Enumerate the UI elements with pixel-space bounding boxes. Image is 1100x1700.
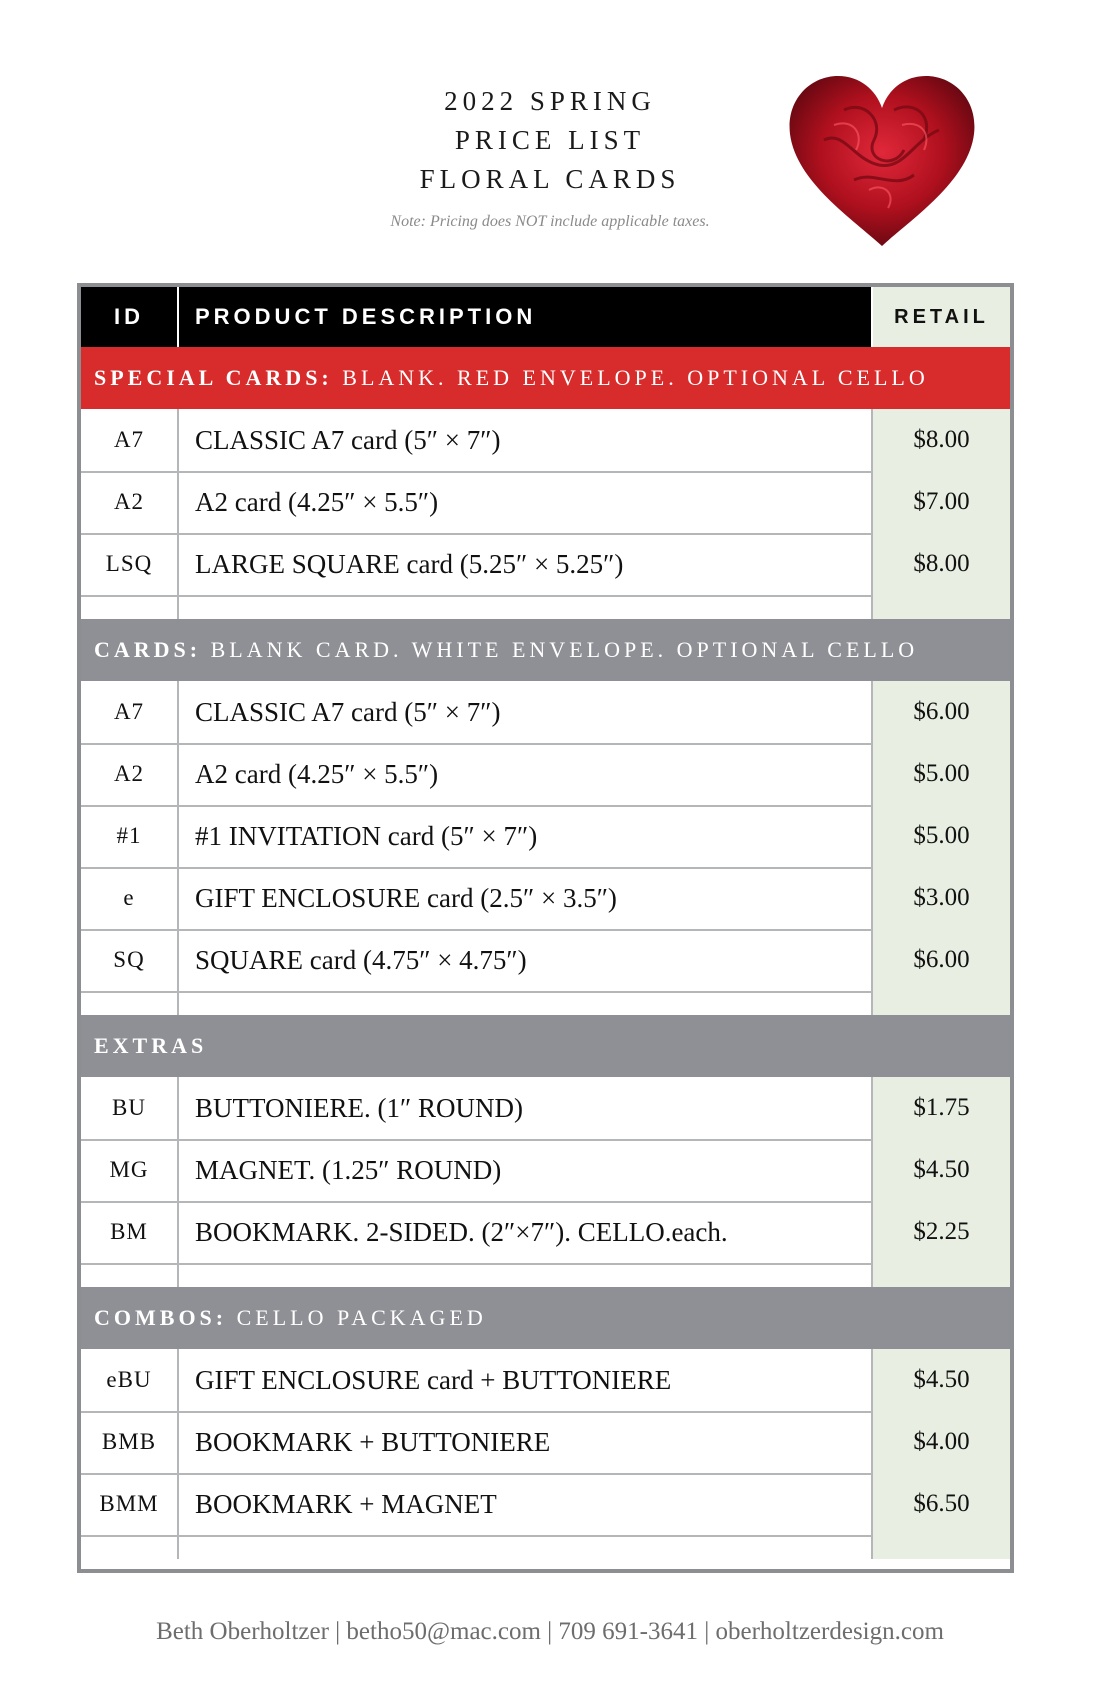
table-row [81, 533, 1010, 597]
row-price: $5.00 [873, 743, 1010, 805]
spacer-desc [179, 1263, 873, 1287]
row-description: LARGE SQUARE card (5.25″ × 5.25″) [179, 533, 873, 595]
row-id: BU [81, 1077, 179, 1139]
spacer-id [81, 991, 179, 1015]
spacer-row [81, 595, 1010, 619]
section-special-cards [81, 347, 1010, 409]
table-row [81, 867, 1010, 931]
row-price: $5.00 [873, 805, 1010, 867]
title-line-3: FLORAL CARDS [419, 164, 681, 194]
table-row [81, 1411, 1010, 1475]
header-id: ID [81, 287, 179, 347]
row-price: $7.00 [873, 471, 1010, 533]
row-id: A2 [81, 743, 179, 805]
section-title: SPECIAL CARDS: [94, 365, 333, 390]
header-description: PRODUCT DESCRIPTION [179, 287, 873, 347]
row-description: SQUARE card (4.75″ × 4.75″) [179, 929, 873, 991]
header-retail: RETAIL [873, 287, 1010, 347]
price-table [77, 283, 1014, 1573]
section-subtitle: BLANK. RED ENVELOPE. OPTIONAL CELLO [332, 365, 929, 390]
row-description: CLASSIC A7 card (5″ × 7″) [179, 409, 873, 471]
row-id: e [81, 867, 179, 929]
section-combos [81, 1287, 1010, 1349]
header [0, 0, 1100, 270]
table-row [81, 1473, 1010, 1537]
section-subtitle: BLANK CARD. WHITE ENVELOPE. OPTIONAL CELLO [201, 637, 919, 662]
row-price: $2.25 [873, 1201, 1010, 1263]
heart-icon [784, 70, 980, 250]
spacer-price [873, 595, 1010, 619]
row-id: BM [81, 1201, 179, 1263]
table-row [81, 805, 1010, 869]
spacer-price [873, 991, 1010, 1015]
row-price: $4.50 [873, 1139, 1010, 1201]
table-row [81, 743, 1010, 807]
section-title: CARDS: [94, 637, 202, 662]
row-description: BOOKMARK + MAGNET [179, 1473, 873, 1535]
row-price: $1.75 [873, 1077, 1010, 1139]
row-description: BUTTONIERE. (1″ ROUND) [179, 1077, 873, 1139]
title-line-2: PRICE LIST [454, 125, 646, 155]
section-title: COMBOS: [94, 1305, 228, 1330]
table-row [81, 1077, 1010, 1141]
spacer-id [81, 1535, 179, 1559]
row-id: MG [81, 1139, 179, 1201]
row-id: A7 [81, 681, 179, 743]
row-price: $8.00 [873, 533, 1010, 595]
table-header-row [81, 287, 1010, 347]
contact-footer: Beth Oberholtzer | betho50@mac.com | 709 691-3641 | oberholtzerdesign.com [156, 1618, 944, 1645]
row-price: $6.00 [873, 929, 1010, 991]
row-price: $6.50 [873, 1473, 1010, 1535]
row-description: A2 card (4.25″ × 5.5″) [179, 471, 873, 533]
row-price: $4.50 [873, 1349, 1010, 1411]
row-price: $3.00 [873, 867, 1010, 929]
row-description: BOOKMARK. 2-SIDED. (2″×7″). CELLO.each. [179, 1201, 873, 1263]
table-row [81, 681, 1010, 745]
row-description: MAGNET. (1.25″ ROUND) [179, 1139, 873, 1201]
row-description: BOOKMARK + BUTTONIERE [179, 1411, 873, 1473]
section-extras [81, 1015, 1010, 1077]
tax-note: Note: Pricing does NOT include applicable taxes. [390, 213, 710, 230]
section-title: EXTRAS [94, 1033, 208, 1058]
table-row [81, 1349, 1010, 1413]
spacer-row [81, 1535, 1010, 1559]
section-subtitle: CELLO PACKAGED [227, 1305, 487, 1330]
row-description: GIFT ENCLOSURE card (2.5″ × 3.5″) [179, 867, 873, 929]
row-description: #1 INVITATION card (5″ × 7″) [179, 805, 873, 867]
page-title [330, 82, 770, 199]
spacer-desc [179, 991, 873, 1015]
row-price: $8.00 [873, 409, 1010, 471]
spacer-row [81, 1263, 1010, 1287]
row-id: #1 [81, 805, 179, 867]
spacer-id [81, 595, 179, 619]
row-price: $6.00 [873, 681, 1010, 743]
spacer-row [81, 991, 1010, 1015]
table-row [81, 1139, 1010, 1203]
row-id: SQ [81, 929, 179, 991]
table-row [81, 409, 1010, 473]
row-id: A7 [81, 409, 179, 471]
section-cards [81, 619, 1010, 681]
row-description: A2 card (4.25″ × 5.5″) [179, 743, 873, 805]
row-id: A2 [81, 471, 179, 533]
row-description: GIFT ENCLOSURE card + BUTTONIERE [179, 1349, 873, 1411]
row-price: $4.00 [873, 1411, 1010, 1473]
table-row [81, 929, 1010, 993]
title-line-1: 2022 SPRING [444, 86, 656, 116]
spacer-price [873, 1535, 1010, 1559]
row-id: BMM [81, 1473, 179, 1535]
spacer-id [81, 1263, 179, 1287]
table-row [81, 471, 1010, 535]
row-id: eBU [81, 1349, 179, 1411]
spacer-desc [179, 595, 873, 619]
spacer-price [873, 1263, 1010, 1287]
table-row [81, 1201, 1010, 1265]
spacer-desc [179, 1535, 873, 1559]
row-id: BMB [81, 1411, 179, 1473]
row-description: CLASSIC A7 card (5″ × 7″) [179, 681, 873, 743]
row-id: LSQ [81, 533, 179, 595]
